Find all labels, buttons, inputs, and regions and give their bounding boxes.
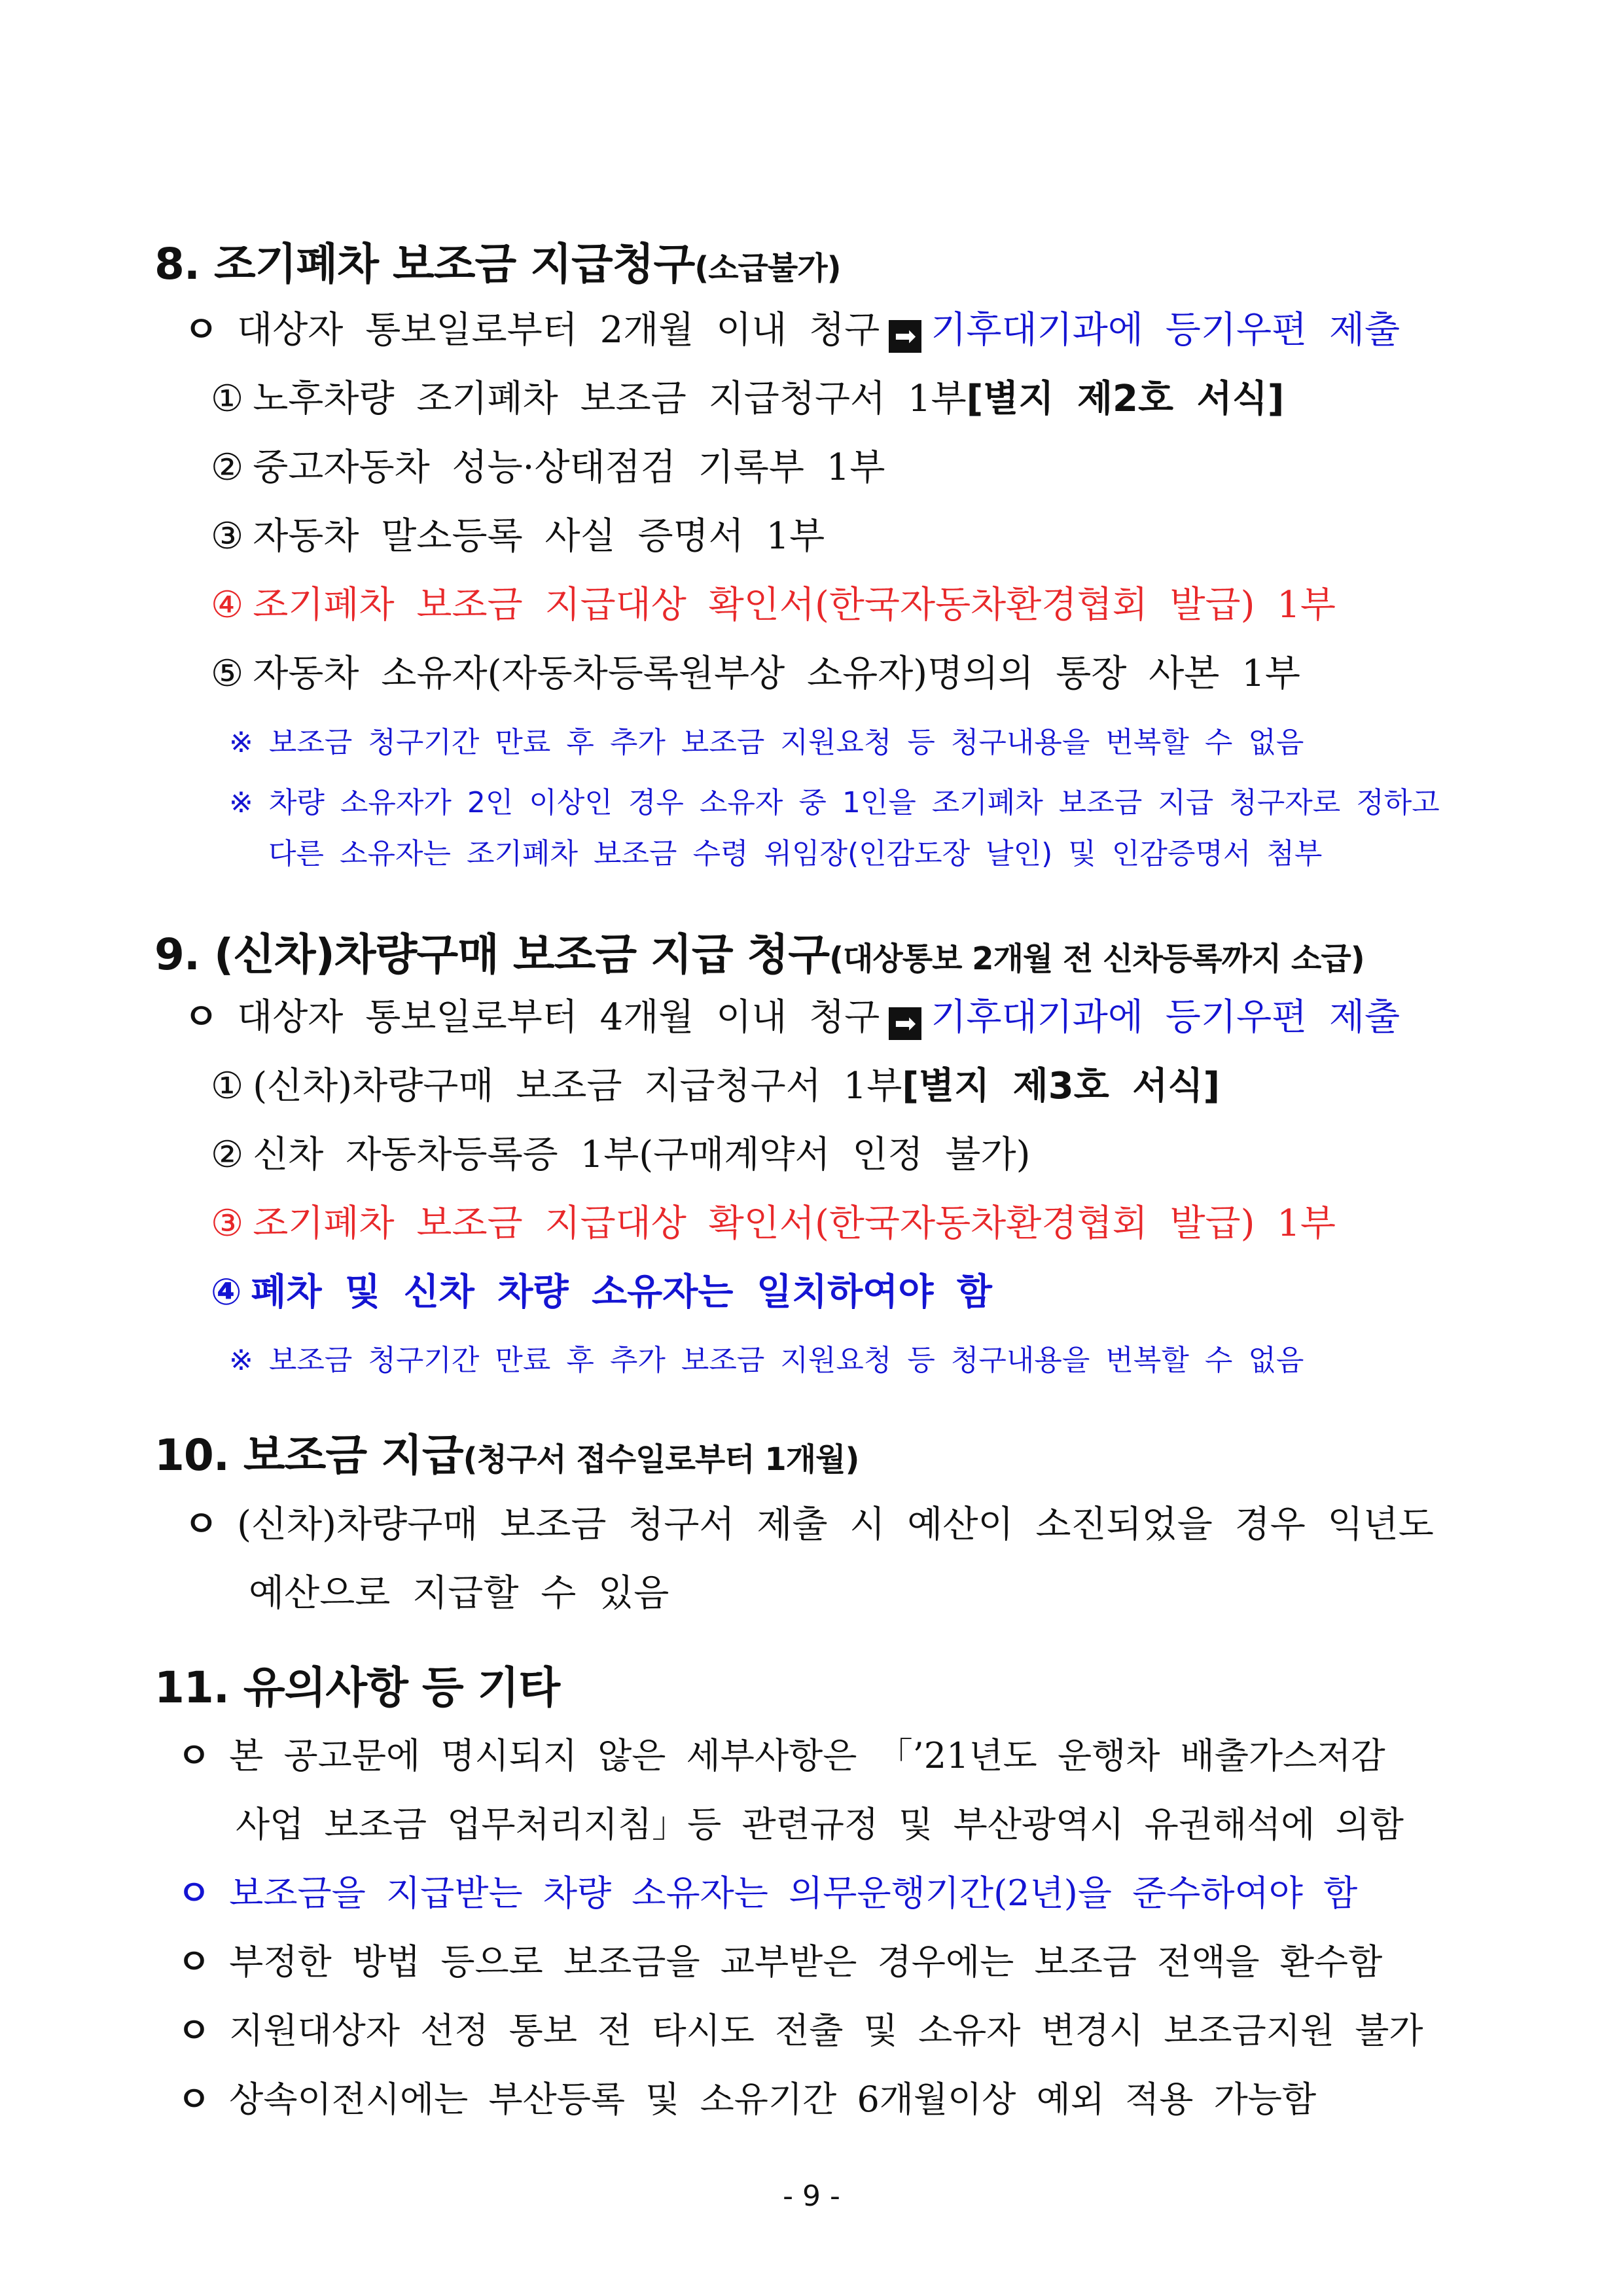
section-9-intro-text: 대상자 통보일로부터 4개월 이내 청구	[237, 996, 880, 1039]
section-8-note-3: 다른 소유자는 조기폐차 보조금 수령 위임장(인감도장 날인) 및 인감증명서 첨부	[268, 837, 1323, 870]
section-11-title: 11. 유의사항 등 기타	[154, 1662, 560, 1713]
section-9-item-3	[211, 1194, 1336, 1247]
section-8-title-sub: (소급불가)	[694, 250, 841, 287]
section-8-item-3	[211, 507, 825, 560]
item-form-ref: [별지 제3호 서식]	[902, 1065, 1221, 1107]
bullet-circle: ㅇ	[177, 2010, 211, 2051]
item-form-ref: [별지 제2호 서식]	[966, 378, 1285, 420]
item-text: (신차)차량구매 보조금 지급청구서 1부	[253, 1065, 902, 1107]
item-number: ①	[211, 378, 244, 420]
section-9-intro	[183, 988, 1400, 1041]
section-9-intro-target: 기후대기과에 등기우편 제출	[931, 996, 1400, 1039]
item-text: 자동차 소유자(자동차등록원부상 소유자)명의의 통장 사본 1부	[253, 653, 1300, 695]
section-10-heading	[154, 1420, 859, 1482]
bullet-circle: ㅇ	[183, 996, 219, 1039]
section-10-line-2: 예산으로 지급할 수 있음	[249, 1572, 669, 1615]
arrow-right-icon: ➡	[889, 1007, 921, 1040]
item-text: 상속이전시에는 부산등록 및 소유기간 6개월이상 예외 적용 가능함	[229, 2079, 1317, 2120]
section-8-item-5	[211, 645, 1300, 697]
item-number: ②	[211, 1134, 244, 1176]
section-9-item-4	[211, 1263, 992, 1316]
item-number: ⑤	[211, 653, 244, 695]
arrow-right-icon: ➡	[889, 320, 921, 353]
section-8-note-2: ※ 차량 소유자가 2인 이상인 경우 소유자 중 1인을 조기폐차 보조금 지급 청구자로 정하고	[229, 786, 1440, 819]
section-8-item-1	[211, 370, 1284, 422]
item-number: ③	[211, 515, 244, 558]
section-9-title-sub: (대상통보 2개월 전 신차등록까지 소급)	[829, 941, 1364, 977]
section-8-note-1: ※ 보조금 청구기간 만료 후 추가 보조금 지원요청 등 청구내용을 번복할 수 없음	[229, 726, 1304, 759]
item-number: ①	[211, 1065, 244, 1107]
section-11-item-5	[177, 2072, 1316, 2122]
section-10-text-1: (신차)차량구매 보조금 청구서 제출 시 예산이 소진되었을 경우 익년도	[237, 1503, 1434, 1546]
section-11-item-4	[177, 2003, 1423, 2053]
section-10-title: 10. 보조금 지급	[154, 1430, 463, 1480]
item-text: 본 공고문에 명시되지 않은 세부사항은 「’21년도 운행차 배출가스저감	[229, 1735, 1385, 1776]
section-9-item-1	[211, 1057, 1220, 1109]
item-text: 자동차 말소등록 사실 증명서 1부	[253, 515, 825, 558]
section-11-item-1-cont: 사업 보조금 업무처리지침」등 관련규정 및 부산광역시 유권해석에 의함	[236, 1804, 1404, 1845]
section-8-item-4	[211, 576, 1336, 628]
item-number: ④	[211, 584, 244, 626]
section-9-heading	[154, 920, 1364, 982]
section-9-item-2	[211, 1126, 1030, 1178]
item-text: 부정한 방법 등으로 보조금을 교부받은 경우에는 보조금 전액을 환수함	[229, 1941, 1383, 1982]
section-8-intro-text: 대상자 통보일로부터 2개월 이내 청구	[237, 309, 880, 351]
item-number: ③	[211, 1202, 244, 1245]
section-11-item-2	[177, 1865, 1357, 1916]
bullet-circle: ㅇ	[177, 1873, 211, 1914]
section-11-item-3	[177, 1934, 1382, 1984]
bullet-circle: ㅇ	[177, 1941, 211, 1982]
section-11-item-1	[177, 1728, 1385, 1778]
section-8-heading	[154, 229, 841, 291]
item-text: 신차 자동차등록증 1부(구매계약서 인정 불가)	[253, 1134, 1031, 1176]
item-text: 보조금을 지급받는 차량 소유자는 의무운행기간(2년)을 준수하여야 함	[229, 1873, 1358, 1914]
item-text: 지원대상자 선정 통보 전 타시도 전출 및 소유자 변경시 보조금지원 불가	[229, 2010, 1423, 2051]
section-8-intro-target: 기후대기과에 등기우편 제출	[931, 309, 1400, 351]
bullet-circle: ㅇ	[183, 1503, 219, 1546]
section-8-intro	[183, 301, 1400, 353]
page-number: - 9 -	[783, 2179, 840, 2213]
item-text: 폐차 및 신차 차량 소유자는 일치하여야 함	[251, 1271, 993, 1314]
section-10-title-sub: (청구서 접수일로부터 1개월)	[463, 1441, 859, 1478]
item-text: 조기폐차 보조금 지급대상 확인서(한국자동차환경협회 발급) 1부	[253, 1202, 1336, 1245]
item-text: 노후차량 조기폐차 보조금 지급청구서 1부	[253, 378, 967, 420]
item-number: ②	[211, 446, 244, 489]
section-8-item-2	[211, 439, 885, 491]
item-text: 조기폐차 보조금 지급대상 확인서(한국자동차환경협회 발급) 1부	[253, 584, 1336, 626]
section-9-note: ※ 보조금 청구기간 만료 후 추가 보조금 지원요청 등 청구내용을 번복할 수 없음	[229, 1344, 1304, 1377]
item-number: ④	[211, 1271, 242, 1314]
item-text: 중고자동차 성능·상태점검 기록부 1부	[253, 446, 885, 489]
section-8-title: 8. 조기폐차 보조금 지급청구	[154, 239, 695, 289]
bullet-circle: ㅇ	[177, 1735, 211, 1776]
section-10-line-1	[183, 1496, 1434, 1548]
bullet-circle: ㅇ	[177, 2079, 211, 2120]
section-9-title: 9. (신차)차량구매 보조금 지급 청구	[154, 929, 830, 980]
section-11-heading	[154, 1653, 560, 1715]
bullet-circle: ㅇ	[183, 309, 219, 351]
